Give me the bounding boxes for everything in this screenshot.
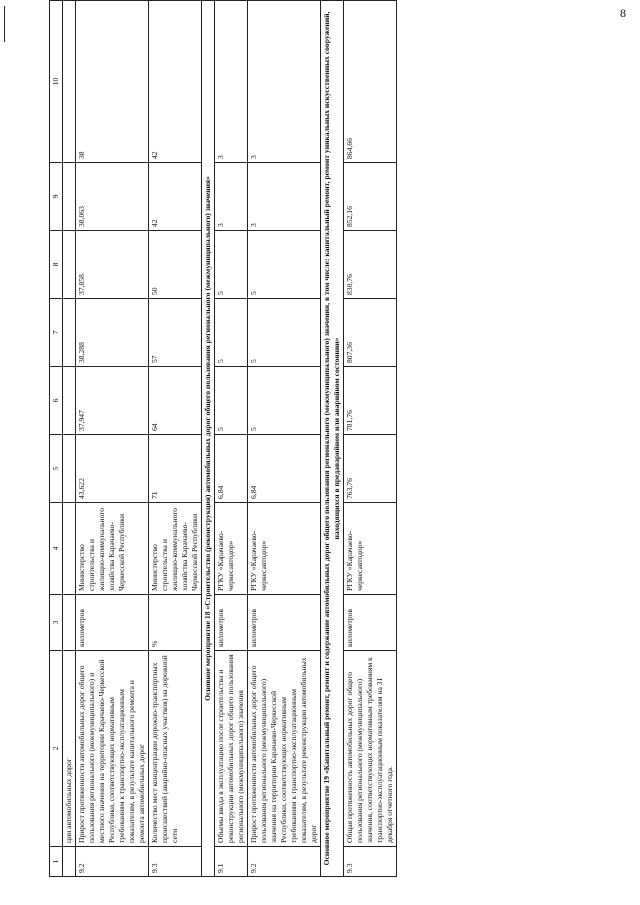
unit-cell: километров (344, 595, 397, 651)
column-header: 6 (50, 367, 63, 435)
section-row (202, 1, 215, 877)
row-number-cell: 9.1 (215, 847, 248, 877)
indicator-name-cell: Количество мест концентрации дорожно-транспортных происшествий (аварийно-опасных участков) на дорожной сети (149, 651, 202, 847)
value-cell: 3 (215, 1, 248, 163)
value-cell: 6,84 (248, 435, 321, 503)
column-header: 3 (50, 595, 63, 651)
unit-cell: километров (248, 595, 321, 651)
column-header: 2 (50, 651, 63, 847)
table-row (248, 1, 321, 877)
responsible-cell: Министерство строительства и жилищно-коммунального хозяйства Карачаево-Черкесской Республики (149, 503, 202, 595)
page-number: 8 (620, 6, 626, 20)
responsible-cell: РГКУ «Карачаево-черкесавтодор» (215, 503, 248, 595)
column-header: 10 (50, 1, 63, 163)
unit-cell: % (149, 595, 202, 651)
rotated-table-container (49, 11, 611, 877)
table-row (215, 1, 248, 877)
value-cell: 5 (215, 231, 248, 299)
value-cell: 37,947 (76, 367, 149, 435)
empty-cell (63, 299, 76, 367)
value-cell: 6,84 (215, 435, 248, 503)
empty-cell (63, 1, 76, 163)
value-cell: 57 (149, 299, 202, 367)
value-cell: 3 (248, 1, 321, 163)
indicator-name-cell: Прирост протяженности автомобильных дорог общего пользования регионального (межмуниципального) значения на территории Карачаево-Черкесской Республики, соответствующих нормативным требованиям к транспортно-эксплуатационным показателям, в результате реконструкции автомобильных дорог (248, 651, 321, 847)
table-header-row (50, 1, 63, 877)
column-header: 4 (50, 503, 63, 595)
value-cell: 5 (215, 367, 248, 435)
value-cell: 71 (149, 435, 202, 503)
value-cell: 38,063 (76, 163, 149, 231)
responsible-cell: Министерство строительства и жилищно-коммунального хозяйства Карачаево-Черкесской Республики (76, 503, 149, 595)
indicator-name-cell: Общая протяженность автомобильных дорог общего пользования регионального (межмуниципального) значения, соответствующих нормативным требованиям к транспортно-эксплуатационным показателям на 31 декабря отчетного года. (344, 651, 397, 847)
empty-cell (63, 231, 76, 299)
responsible-cell: РГКУ «Карачаево-черкесавтодор» (248, 503, 321, 595)
empty-cell (63, 435, 76, 503)
margin-mark (4, 6, 5, 42)
value-cell: 830,76 (344, 231, 397, 299)
value-cell: 763,76 (344, 435, 397, 503)
section-row (321, 1, 344, 877)
row-number-cell: 9.3 (149, 847, 202, 877)
table-row (149, 1, 202, 877)
empty-cell (63, 503, 76, 595)
table-row (344, 1, 397, 877)
value-cell: 38,288 (76, 299, 149, 367)
empty-cell (63, 367, 76, 435)
value-cell: 807,36 (344, 299, 397, 367)
row-number-cell: 9.2 (76, 847, 149, 877)
unit-cell: километров (76, 595, 149, 651)
responsible-cell: РГКУ «Карачаево-черкесавтодор» (344, 503, 397, 595)
unit-cell: километров (215, 595, 248, 651)
empty-cell (63, 163, 76, 231)
column-header: 1 (50, 847, 63, 877)
value-cell: 37,858 (76, 231, 149, 299)
row-number-cell (63, 847, 76, 877)
value-cell: 3 (248, 163, 321, 231)
value-cell: 5 (248, 231, 321, 299)
value-cell: 38 (76, 1, 149, 163)
value-cell: 64 (149, 367, 202, 435)
column-header: 8 (50, 231, 63, 299)
value-cell: 781,76 (344, 367, 397, 435)
indicator-name-cell: Прирост протяженности автомобильных дорог общего пользования регионального (межмуниципального) и местного значения на территории Карачаево-Черкесской Республики, соответствующих нормативным требованиям к транспортно-эксплуатационным показателям, в результате капитального ремонта и ремонта автомобильных дорог (76, 651, 149, 847)
value-cell: 43,622 (76, 435, 149, 503)
section-title-cell: Основное мероприятие 18 «Строительство (реконструкция) автомобильных дорог общего пользования регионального (межмуниципального) значения» (202, 1, 215, 877)
value-cell: 5 (248, 367, 321, 435)
value-cell: 5 (215, 299, 248, 367)
column-header: 5 (50, 435, 63, 503)
table-row (76, 1, 149, 877)
value-cell: 3 (215, 163, 248, 231)
indicator-name-cell: ции автомобильных дорог (63, 651, 76, 847)
empty-cell (63, 595, 76, 651)
value-cell: 5 (248, 299, 321, 367)
value-cell: 50 (149, 231, 202, 299)
value-cell: 852,16 (344, 163, 397, 231)
value-cell: 864,66 (344, 1, 397, 163)
indicators-table (49, 0, 397, 877)
column-header: 9 (50, 163, 63, 231)
row-number-cell: 9.3 (344, 847, 397, 877)
section-title-cell: Основное мероприятие 19 «Капитальный ремонт, ремонт и содержание автомобильных дорог общего пользования регионального (межмуниципального) значения, в том числе: капитальный ремонт, ремонт уникальных искусственных сооружений, находящихся в предаварийном или аварийном состоянии» (321, 1, 344, 877)
value-cell: 42 (149, 1, 202, 163)
table-row (63, 1, 76, 877)
column-header: 7 (50, 299, 63, 367)
indicator-name-cell: Объемы ввода в эксплуатацию после строительства и реконструкции автомобильных дорог общего пользования регионального (межмуниципального) значения (215, 651, 248, 847)
value-cell: 42 (149, 163, 202, 231)
row-number-cell: 9.2 (248, 847, 321, 877)
